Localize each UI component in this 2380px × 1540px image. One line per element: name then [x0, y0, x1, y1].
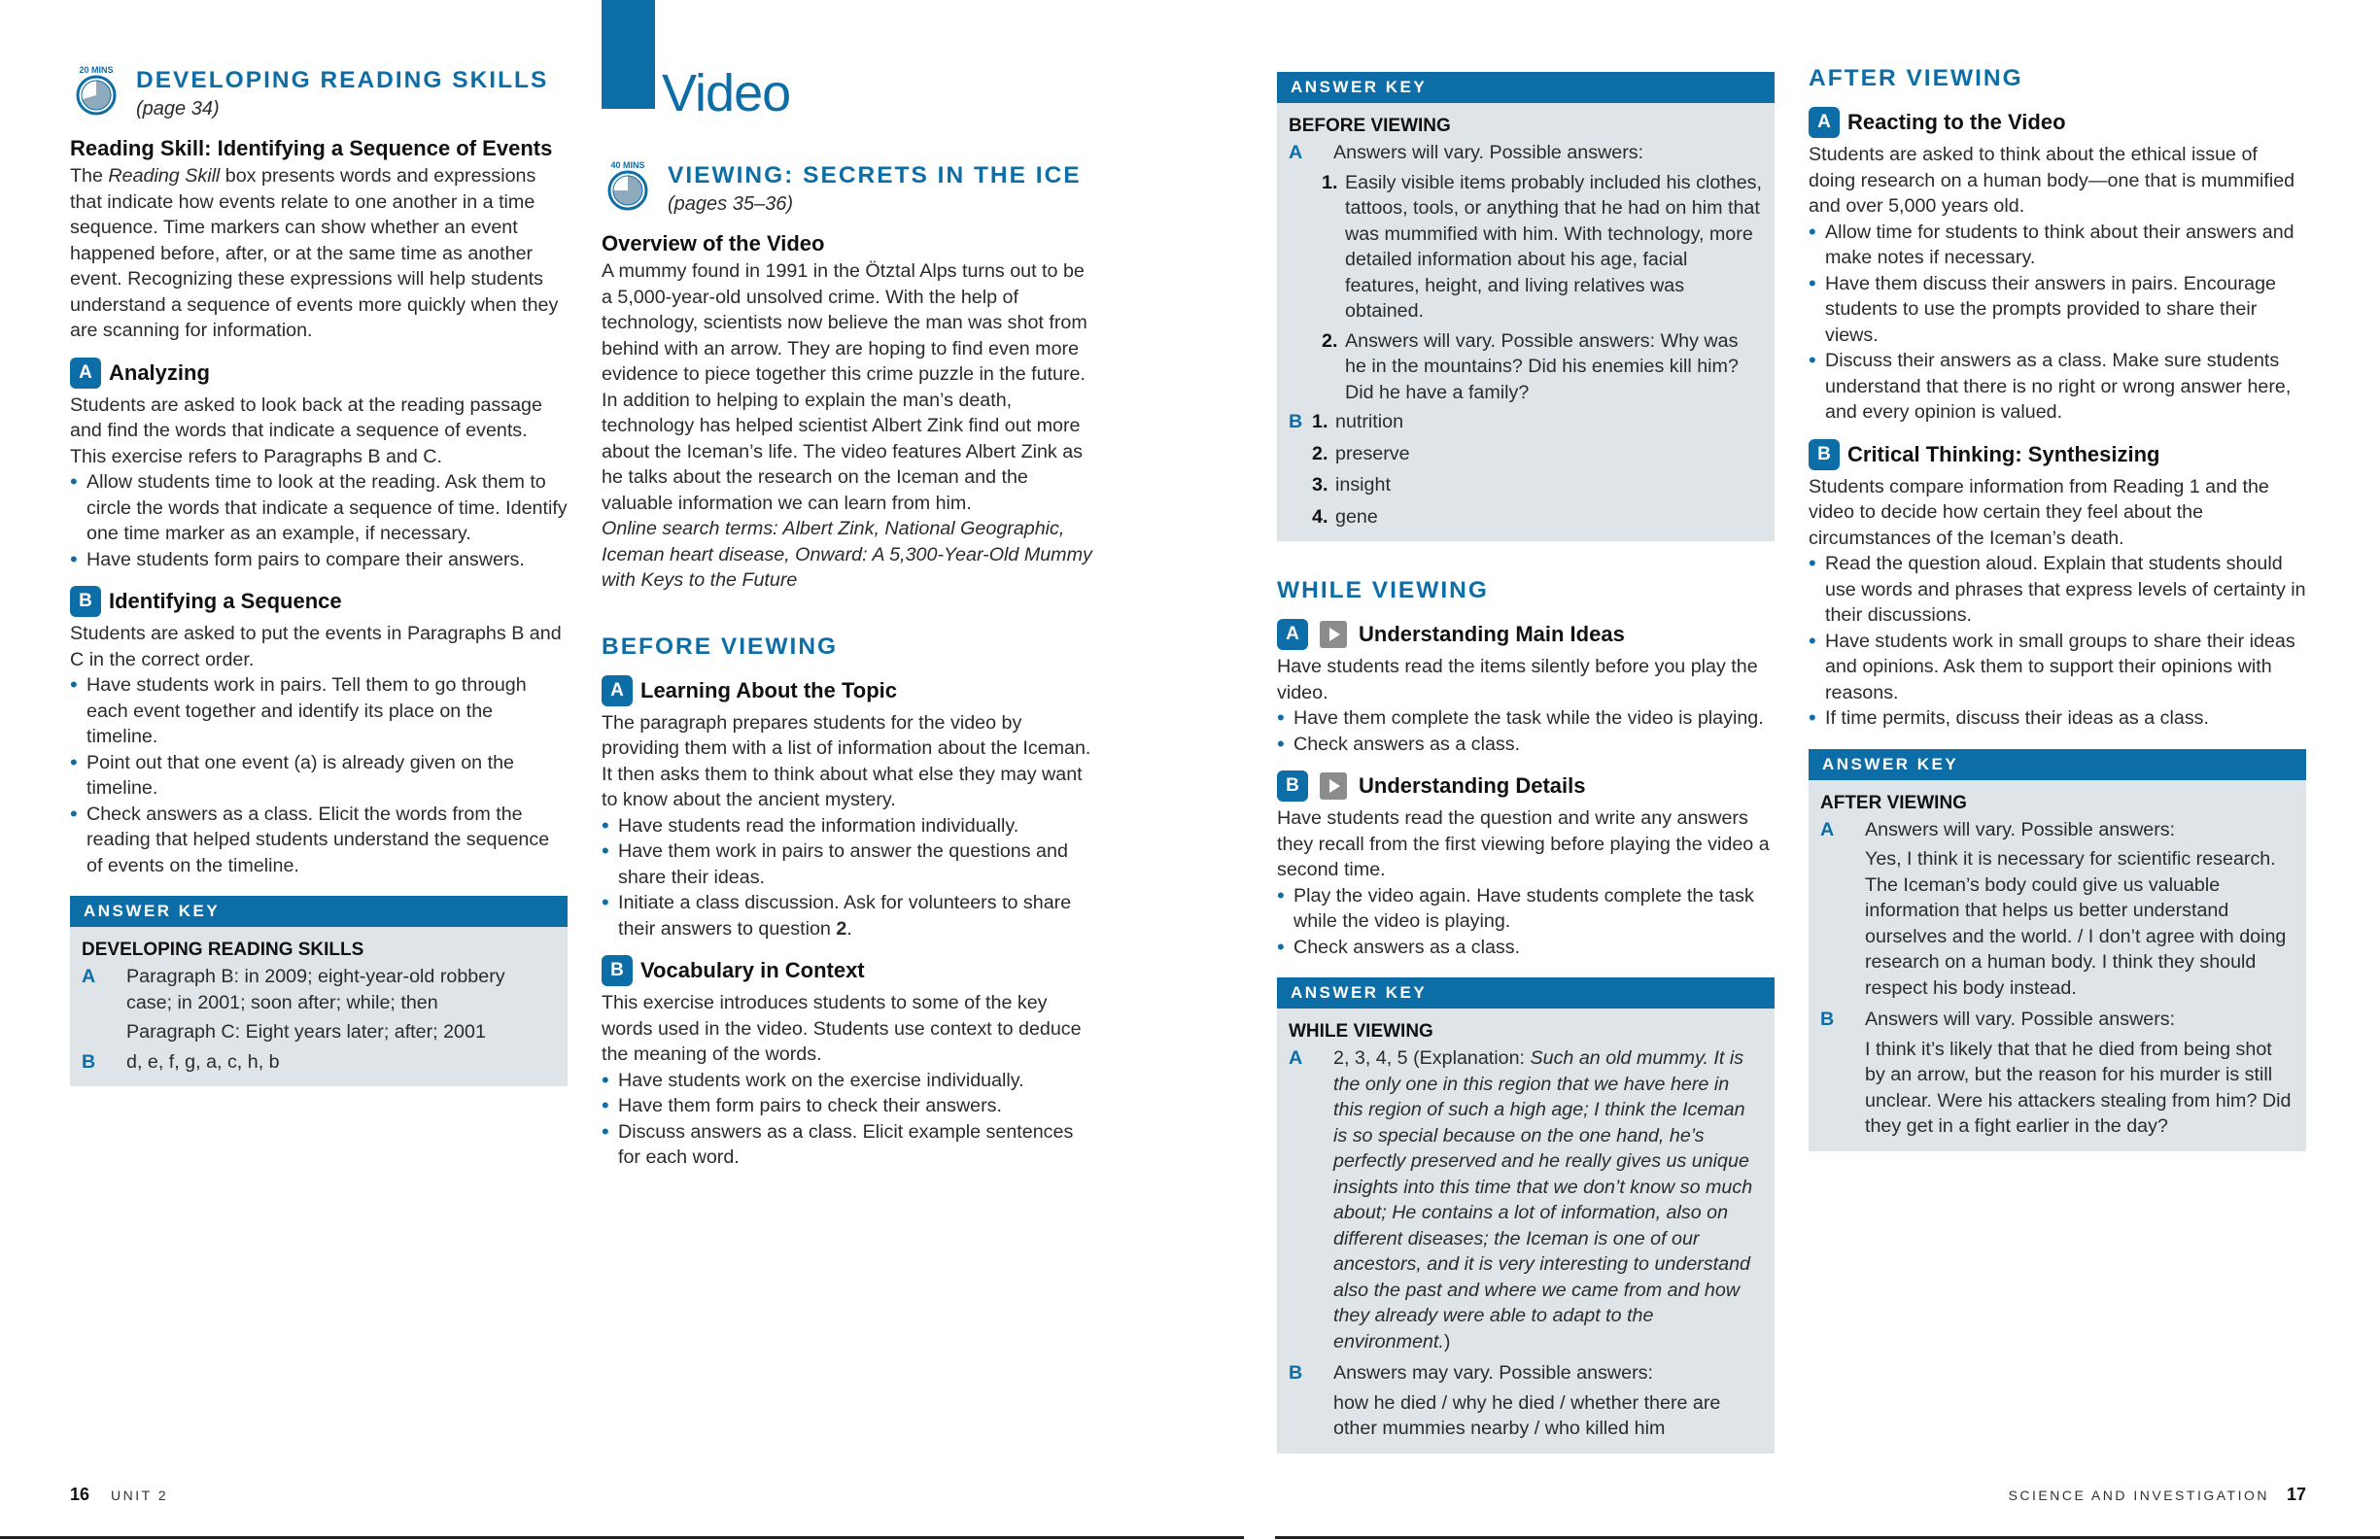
answer-row: A Answers will vary. Possible answers:: [1289, 142, 1644, 163]
letter-a-badge: A: [602, 675, 633, 706]
subsection-title: Identifying a Sequence: [109, 589, 342, 613]
answer-key-subheading: DEVELOPING READING SKILLS: [82, 940, 364, 960]
answer-numbered-list: [1289, 170, 1763, 406]
svg-text:40 MINS: 40 MINS: [610, 160, 645, 170]
bullet-item: • Check answers as a class.: [1277, 935, 1775, 961]
letter-a-badge: A: [1277, 619, 1308, 650]
subsection-title: Analyzing: [109, 359, 210, 385]
answer-row: A 2, 3, 4, 5 (Explanation: Such an old mummy. It is the only one in this region that we have here in this region of such a high age; I think the Iceman is so special because on the one hand, he’s perfectly preserved and he really gives us unique insights into this time that we don’t know so much about; He contains a lot of information, also on different diseases; the Iceman is one of our ancestors, and it is very interesting to understand also the past and where we came from and how they already were able to adapt to the environment.): [1289, 1047, 1753, 1352]
subsection-b-bullets: [1809, 551, 2306, 732]
footer-right: [2009, 1485, 2306, 1505]
column-after-viewing: [1809, 64, 2306, 1151]
answer-key-box: [1809, 749, 2306, 1151]
subsection-a-paragraph: Students are asked to look back at the reading passage and find the words that indicate a sequence of events. This exercise refers to Paragraphs B and C.: [70, 394, 542, 467]
subsection-title: Reacting to the Video: [1847, 110, 2066, 134]
before-viewing-heading: BEFORE VIEWING: [602, 633, 839, 660]
subsection-a-header: [1277, 619, 1775, 650]
subsection-b-header: [602, 955, 1097, 986]
subsection-title: Critical Thinking: Synthesizing: [1847, 441, 2160, 466]
letter-a-badge: A: [70, 358, 101, 389]
bullet-item: • Read the question aloud. Explain that students should use words and phrases that express levels of certainty in their discussions.: [1809, 551, 2306, 629]
bullet-item: • Have students read the information individually.: [602, 813, 1097, 839]
timer-20-mins-icon: [70, 64, 122, 119]
bullet-item: • Initiate a class discussion. Ask for volunteers to share their answers to question 2.: [602, 890, 1097, 941]
subsection-b-bullets: [70, 672, 568, 878]
section-header: [70, 64, 568, 122]
answer-row: how he died / why he died / whether there are other mummies nearby / who killed him: [1333, 1391, 1721, 1439]
video-play-icon: [1320, 772, 1347, 800]
overview-paragraph: A mummy found in 1991 in the Ötztal Alps turns out to be a 5,000-year-old unsolved crime. With the help of technology, scientists now believe the man was shot from behind with an arrow. They are hoping to find even more evidence to piece together this crime puzzle in the future. In addition to helping to explain the man’s death, technology has helped scientist Albert Zink find out more about the Iceman’s life. The video features Albert Zink as he talks about the research on the Iceman and the valuable information we can learn from him.: [602, 260, 1087, 514]
video-title: Video: [662, 64, 791, 122]
subsection-a-paragraph: The paragraph prepares students for the video by providing them with a list of information about the Iceman. It then asks them to think about what else they may want to know about the ancient mystery.: [602, 711, 1091, 810]
page-reference: (pages 35–36): [668, 193, 793, 215]
subsection-a-header: [70, 358, 568, 389]
svg-text:20 MINS: 20 MINS: [79, 65, 114, 75]
page-reference: (page 34): [136, 98, 220, 120]
answer-key-label: ANSWER KEY: [1809, 749, 2306, 780]
letter-b-badge: B: [602, 955, 633, 986]
skill-paragraph: The Reading Skill box presents words and expressions that indicate how events relate to one another in a time sequence. Time markers can show whether an event happened before, after, or at the same time as another event. Recognizing these expressions will help students understand a sequence of events more quickly when they are scanning for information.: [70, 165, 559, 341]
timer-40-mins-icon: [602, 159, 654, 214]
subsection-b-paragraph: Students compare information from Reading 1 and the video to decide how certain they feel about the circumstances of the Iceman’s death.: [1809, 475, 2269, 549]
subsection-b-header: [1277, 770, 1775, 802]
answer-key-subheading: BEFORE VIEWING: [1289, 116, 1451, 136]
answer-item: 4. gene: [1312, 505, 1378, 528]
letter-b-badge: B: [1277, 770, 1308, 802]
bullet-item: • Have them discuss their answers in pairs. Encourage students to use the prompts provided to share their views.: [1809, 271, 2306, 349]
answer-row: A Answers will vary. Possible answers:: [1820, 818, 2176, 840]
while-viewing-heading: WHILE VIEWING: [1277, 577, 1489, 603]
subsection-a-bullets: [1277, 705, 1775, 757]
subsection-a-bullets: [70, 469, 568, 572]
skill-heading: Reading Skill: Identifying a Sequence of Events: [70, 136, 553, 160]
bullet-item: • Discuss answers as a class. Elicit example sentences for each word.: [602, 1119, 1097, 1171]
answer-row: A Paragraph B: in 2009; eight-year-old robbery case; in 2001; soon after; while; then: [82, 966, 505, 1013]
bullet-item: • If time permits, discuss their ideas as a class.: [1809, 705, 2306, 732]
answer-key-subheading: WHILE VIEWING: [1289, 1021, 1433, 1042]
answer-key-box: [1277, 977, 1775, 1454]
answer-row: B d, e, f, g, a, c, h, b: [82, 1050, 280, 1073]
answer-item: 2. preserve: [1312, 442, 1410, 464]
bullet-item: • Have students form pairs to compare their answers.: [70, 547, 568, 573]
answer-row: B Answers may vary. Possible answers:: [1289, 1362, 1653, 1384]
subsection-b-paragraph: Students are asked to put the events in Paragraphs B and C in the correct order.: [70, 623, 562, 670]
answer-row: B 1. nutrition: [1289, 411, 1404, 432]
bottom-rule-right: [1275, 1536, 2380, 1539]
bottom-rule-left: [0, 1536, 1244, 1539]
subsection-a-bullets: [602, 813, 1097, 942]
answer-row: Yes, I think it is necessary for scientific research. The Iceman’s body could give us valuable information that helps us better understand ourselves and the world. / I don’t agree with doing research on a human body. I think they should respect his body instead.: [1865, 848, 2287, 999]
answer-item: 2. Answers will vary. Possible answers: Why was he in the mountains? Did his enemies kill him? Did he have a family?: [1322, 329, 1739, 403]
bullet-item: • Check answers as a class. Elicit the words from the reading that helped students understand the sequence of events on the timeline.: [70, 802, 568, 879]
overview-heading: Overview of the Video: [602, 231, 825, 256]
video-play-icon: [1320, 621, 1347, 648]
subsection-b-paragraph: This exercise introduces students to some of the key words used in the video. Students use context to deduce the meaning of the words.: [602, 992, 1082, 1065]
subsection-b-header: [1809, 439, 2306, 470]
bullet-item: • Allow time for students to think about their answers and make notes if necessary.: [1809, 220, 2306, 271]
answer-item: 3. insight: [1312, 474, 1391, 496]
subsection-a-header: [1809, 107, 2306, 138]
after-viewing-heading: AFTER VIEWING: [1809, 65, 2023, 91]
answer-row: I think it’s likely that that he died from being shot by an arrow, but the reason for his murder is still unclear. Were his attackers stealing from him? Did they get in a fight earlier in the day?: [1865, 1038, 2292, 1137]
subsection-title: Learning About the Topic: [640, 677, 897, 702]
column-answer-keys-while-viewing: [1277, 72, 1775, 1454]
answer-key-box: [70, 896, 568, 1086]
section-title: VIEWING: SECRETS IN THE ICE: [668, 162, 1082, 188]
column-developing-reading-skills: [70, 64, 568, 1086]
bullet-item: • Allow students time to look at the reading. Ask them to circle the words that indicate a sequence of time. Identify one time marker as an example, if necessary.: [70, 469, 568, 547]
bullet-item: • Play the video again. Have students complete the task while the video is playing.: [1277, 883, 1775, 935]
unit-title-label: SCIENCE AND INVESTIGATION: [2008, 1488, 2269, 1503]
page-number-left: 16: [70, 1485, 90, 1504]
answer-key-label: ANSWER KEY: [1277, 977, 1775, 1009]
footer-left: [70, 1485, 168, 1505]
bullet-item: • Discuss their answers as a class. Make sure students understand that there is no right or wrong answer here, and every opinion is valued.: [1809, 348, 2306, 426]
letter-b-badge: B: [70, 586, 101, 617]
subsection-title: Understanding Details: [1359, 773, 1586, 798]
answer-key-subheading: AFTER VIEWING: [1820, 792, 1967, 813]
answer-row: B Answers will vary. Possible answers:: [1820, 1009, 2176, 1030]
subsection-a-header: [602, 675, 1097, 706]
letter-b-badge: B: [1809, 439, 1840, 470]
subsection-a-bullets: [1809, 220, 2306, 426]
subsection-b-bullets: [1277, 883, 1775, 961]
answer-row: Paragraph C: Eight years later; after; 2001: [126, 1021, 486, 1043]
bullet-item: • Have students work on the exercise individually.: [602, 1068, 1097, 1094]
subsection-title: Understanding Main Ideas: [1359, 622, 1625, 646]
bullet-item: • Have students work in small groups to share their ideas and opinions. Ask them to support their opinions with reasons.: [1809, 629, 2306, 706]
search-terms: Online search terms: Albert Zink, National Geographic, Iceman heart disease, Onward: A 5,300-Year-Old Mummy with Keys to the Future: [602, 518, 1092, 591]
answer-key-label: ANSWER KEY: [1277, 72, 1775, 103]
bullet-item: • Have them form pairs to check their answers.: [602, 1093, 1097, 1119]
subsection-a-paragraph: Students are asked to think about the ethical issue of doing research on a human body—one that is mummified and over 5,000 years old.: [1809, 144, 2295, 217]
answer-key-label: ANSWER KEY: [70, 896, 568, 927]
bullet-item: • Check answers as a class.: [1277, 732, 1775, 758]
subsection-b-header: [70, 586, 568, 617]
bullet-item: • Have students work in pairs. Tell them to go through each event together and identify its place on the timeline.: [70, 672, 568, 750]
page-number-right: 17: [2286, 1485, 2306, 1504]
section-header: [602, 159, 1097, 218]
bullet-item: • Have them work in pairs to answer the questions and share their ideas.: [602, 838, 1097, 890]
bullet-item: • Point out that one event (a) is already given on the timeline.: [70, 750, 568, 802]
bullet-item: • Have them complete the task while the video is playing.: [1277, 705, 1775, 732]
answer-key-box: [1277, 72, 1775, 541]
unit-label: UNIT 2: [111, 1488, 169, 1503]
subsection-a-paragraph: Have students read the items silently before you play the video.: [1277, 656, 1758, 703]
subsection-b-paragraph: Have students read the question and write any answers they recall from the first viewing before playing the video a second time.: [1277, 807, 1770, 880]
subsection-title: Vocabulary in Context: [640, 958, 865, 982]
answer-item: 1. Easily visible items probably included his clothes, tattoos, tools, or anything that he had on him that was mummified with him. With technology, more detailed information about his age, facial features, height, and living relatives was obtained.: [1322, 171, 1762, 322]
subsection-b-bullets: [602, 1068, 1097, 1171]
video-accent-bar: [602, 0, 655, 109]
letter-a-badge: A: [1809, 107, 1840, 138]
section-title: DEVELOPING READING SKILLS: [136, 67, 549, 93]
